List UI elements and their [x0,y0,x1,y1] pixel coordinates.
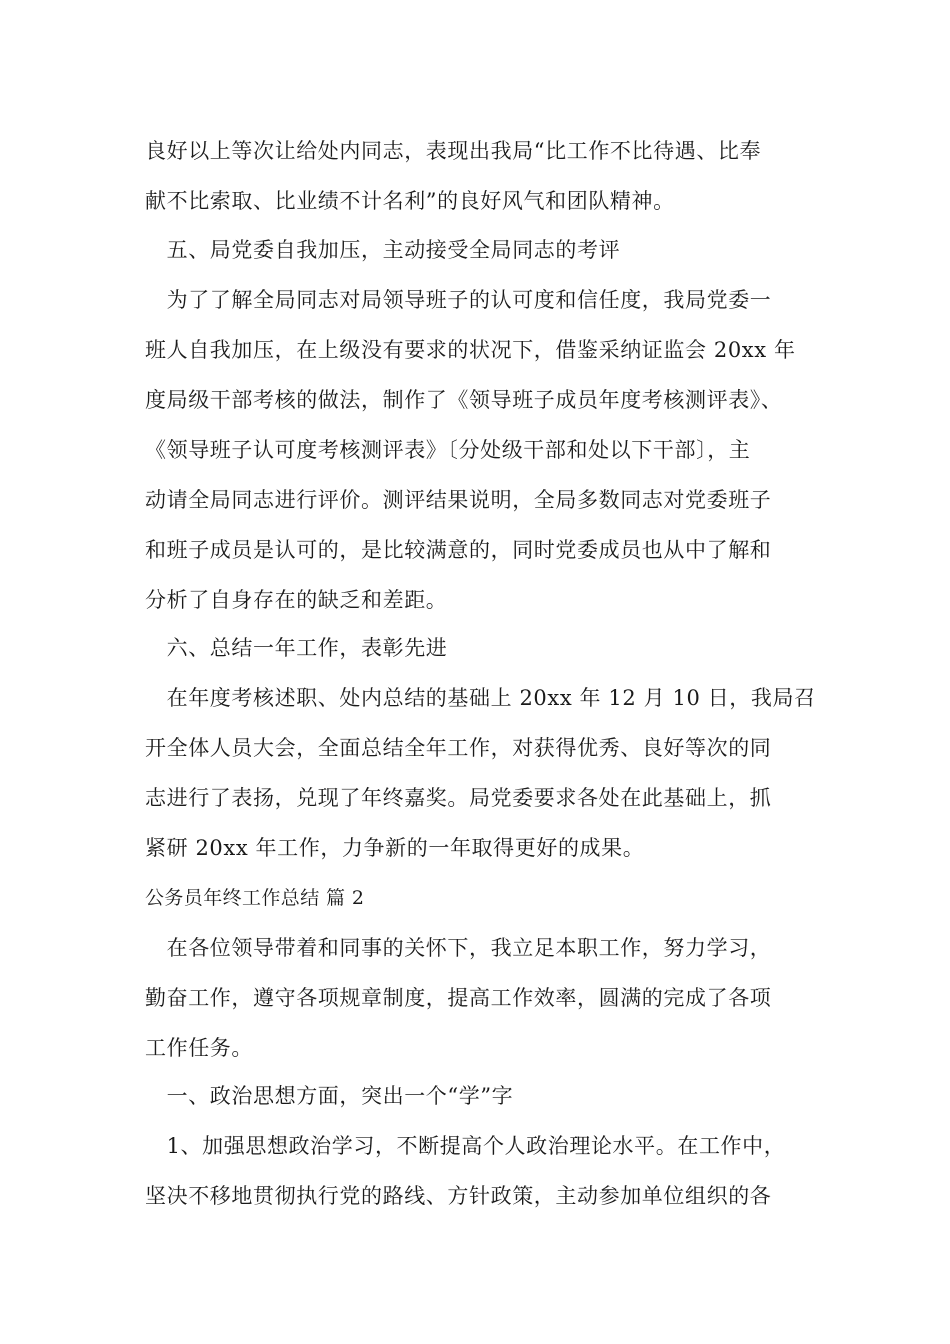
article-title: 公务员年终工作总结 篇 2 [145,887,365,909]
text-line: 分析了自身存在的缺乏和差距。 [145,588,448,612]
text-line: 献不比索取、比业绩不计名利”的良好风气和团队精神。 [145,189,675,213]
text-line: 和班子成员是认可的，是比较满意的，同时党委成员也从中了解和 [145,538,772,562]
section-heading: 一、政治思想方面，突出一个“学”字 [145,1084,514,1108]
text-line: 为了了解全局同志对局领导班子的认可度和信任度，我局党委一 [145,288,772,312]
text-line: 良好以上等次让给处内同志，表现出我局“比工作不比待遇、比奉 [145,139,762,163]
text-line: 度局级干部考核的做法，制作了《领导班子成员年度考核测评表》、 [145,388,783,412]
text-line: 1、加强思想政治学习，不断提高个人政治理论水平。在工作中， [145,1134,786,1158]
text-line: 开全体人员大会，全面总结全年工作，对获得优秀、良好等次的同 [145,736,772,760]
section-heading: 六、总结一年工作，表彰先进 [145,636,448,660]
text-line: 在年度考核述职、处内总结的基础上 20xx 年 12 月 10 日，我局召 [145,686,816,710]
text-line: 《领导班子认可度考核测评表》〔分处级干部和处以下干部〕，主 [145,438,751,462]
text-line: 动请全局同志进行评价。测评结果说明，全局多数同志对党委班子 [145,488,772,512]
text-line: 班人自我加压，在上级没有要求的状况下，借鉴采纳证监会 20xx 年 [145,338,796,362]
text-line: 坚决不移地贯彻执行党的路线、方针政策，主动参加单位组织的各 [145,1184,772,1208]
section-heading: 五、局党委自我加压，主动接受全局同志的考评 [145,238,621,262]
text-line: 勤奋工作，遵守各项规章制度，提高工作效率，圆满的完成了各项 [145,986,772,1010]
text-line: 工作任务。 [145,1036,253,1060]
text-line: 在各位领导带着和同事的关怀下，我立足本职工作，努力学习， [145,936,772,960]
text-line: 志进行了表扬，兑现了年终嘉奖。局党委要求各处在此基础上，抓 [145,786,772,810]
text-line: 紧研 20xx 年工作，力争新的一年取得更好的成果。 [145,836,645,860]
